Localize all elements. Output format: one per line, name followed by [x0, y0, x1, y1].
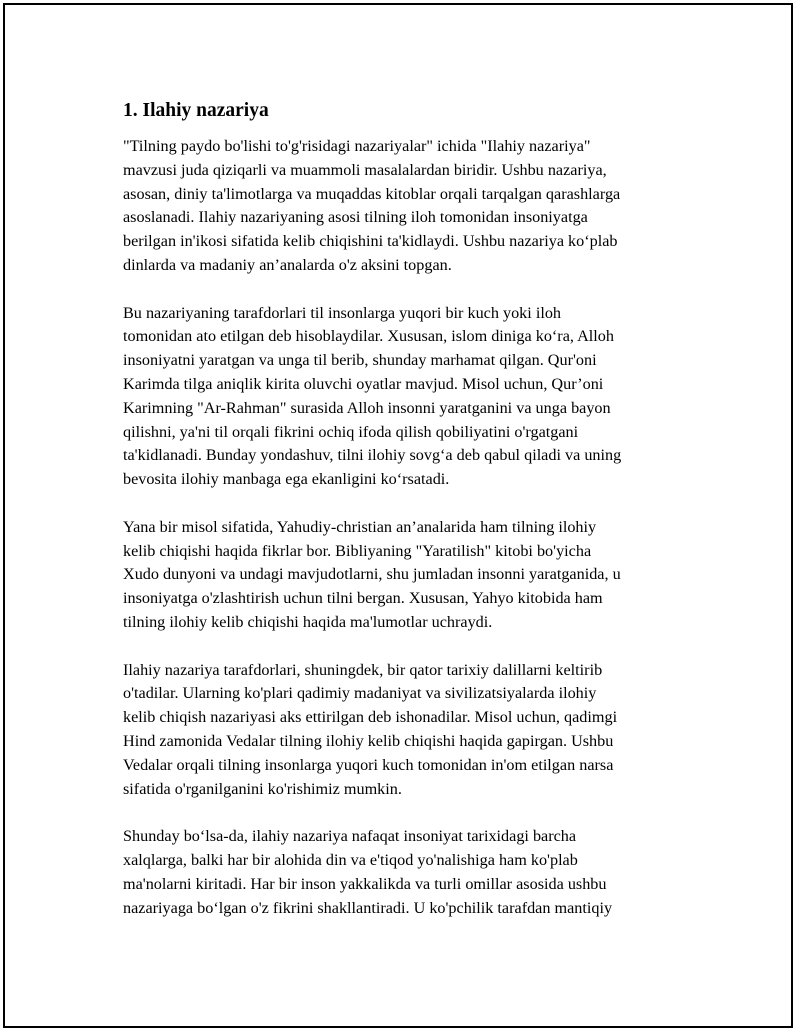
text-line: Hind zamonida Vedalar tilning ilohiy kelib chiqishi haqida gapirgan. Ushbu	[123, 731, 614, 750]
text-line: asoslanadi. Ilahiy nazariyaning asosi tilning iloh tomonidan insoniyatga	[123, 208, 588, 227]
text-line: Karimning "Ar-Rahman" surasida Alloh insonni yaratganini va unga bayon	[123, 398, 611, 417]
text-line: Shunday bo‘lsa-da, ilahiy nazariya nafaqat insoniyat tarixidagi barcha	[123, 827, 577, 846]
text-line: xalqlarga, balki har bir alohida din va e'tiqod yo'nalishiga ham ko'plab	[123, 850, 578, 869]
document-body	[123, 97, 683, 944]
text-line: "Tilning paydo bo'lishi to'g'risidagi nazariyalar" ichida "Ilahiy nazariya"	[123, 137, 591, 155]
text-line: qilishni, ya'ni til orqali fikrini ochiq ifoda qilish qobiliyatini o'rgatgani	[123, 422, 579, 441]
text-line: Yana bir misol sifatida, Yahudiy-christian an’analarida ham tilning ilohiy	[123, 517, 597, 536]
text-line: Ilahiy nazariya tarafdorlari, shuningdek, bir qator tarixiy dalillarni keltirib	[123, 660, 603, 679]
text-line: tomonidan ato etilgan deb hisoblaydilar. Xususan, islom diniga ko‘ra, Alloh	[123, 327, 614, 346]
page-frame	[3, 3, 793, 1028]
text-line: dinlarda va madaniy an’analarda o'z aksini topgan.	[123, 255, 452, 274]
text-line: bevosita ilohiy manbaga ega ekanligini ko‘rsatadi.	[123, 470, 450, 489]
text-line: ma'nolarni kiritadi. Har bir inson yakkalikda va turli omillar asosida ushbu	[123, 874, 607, 893]
text-line: ta'kidlanadi. Bunday yondashuv, tilni ilohiy sovg‘a deb qabul qiladi va uning	[123, 446, 622, 465]
text-line: o'tadilar. Ularning ko'plari qadimiy madaniyat va sivilizatsiyalarda ilohiy	[123, 684, 597, 703]
text-line: insoniyatni yaratgan va unga til berib, shunday marhamat qilgan. Qur'oni	[123, 351, 597, 370]
text-line: kelib chiqishi haqida fikrlar bor. Bibliyaning "Yaratilish" kitobi bo'yicha	[123, 541, 592, 560]
text-line: Karimda tilga aniqlik kirita oluvchi oyatlar mavjud. Misol uchun, Qur’oni	[123, 374, 604, 393]
text-line: mavzusi juda qiziqarli va muammoli masalalardan biridir. Ushbu nazariya,	[123, 160, 607, 179]
text-line: kelib chiqish nazariyasi aks ettirilgan deb ishonadilar. Misol uchun, qadimgi	[123, 708, 618, 727]
paragraph	[123, 302, 683, 492]
text-line: asosan, diniy ta'limotlarga va muqaddas kitoblar orqali tarqalgan qarashlarga	[123, 184, 621, 203]
paragraphs-container	[123, 135, 683, 920]
text-line: berilgan in'ikosi sifatida kelib chiqishini ta'kidlaydi. Ushbu nazariya ko‘plab	[123, 232, 618, 251]
paragraph	[123, 659, 683, 802]
paragraph	[123, 825, 683, 920]
text-line: insoniyatga o'zlashtirish uchun tilni bergan. Xususan, Yahyo kitobida ham	[123, 589, 603, 608]
paragraph	[123, 135, 683, 278]
section-heading: 1. Ilahiy nazariya	[123, 100, 269, 121]
text-line: Bu nazariyaning tarafdorlari til insonlarga yuqori bir kuch yoki iloh	[123, 303, 562, 322]
paragraph	[123, 516, 683, 635]
text-line: Xudo dunyoni va undagi mavjudotlarni, shu jumladan insonni yaratganida, u	[123, 565, 621, 584]
text-line: tilning ilohiy kelib chiqishi haqida ma'lumotlar uchraydi.	[123, 612, 493, 631]
text-line: Vedalar orqali tilning insonlarga yuqori kuch tomonidan in'om etilgan narsa	[123, 755, 614, 774]
text-line: nazariyaga bo‘lgan o'z fikrini shakllantiradi. U ko'pchilik tarafdan mantiqiy	[123, 898, 613, 917]
text-line: sifatida o'rganilganini ko'rishimiz mumkin.	[123, 779, 402, 798]
